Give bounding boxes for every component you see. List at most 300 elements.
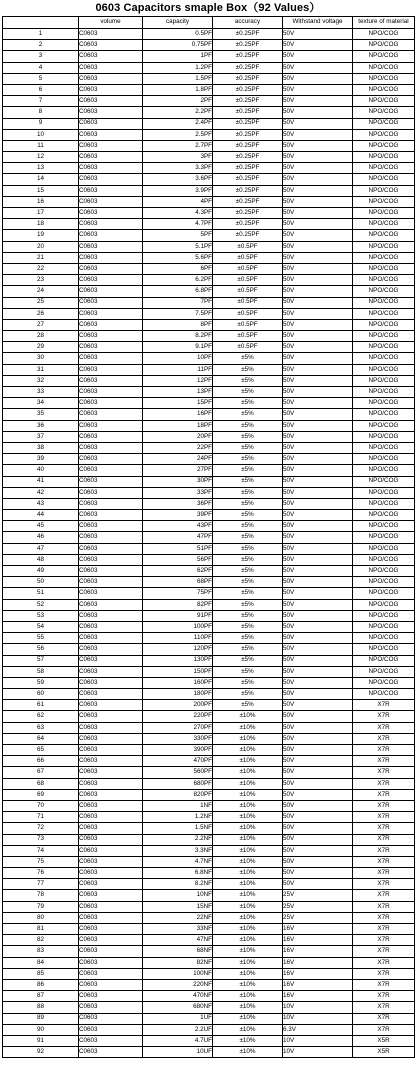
accuracy-cell: ±10% [213,767,283,778]
volume-cell: C0603 [79,409,143,420]
texture-cell: X7R [353,800,415,811]
capacity-cell: 0.75PF [143,40,213,51]
texture-cell: NPO/COG [353,364,415,375]
texture-cell: NPO/COG [353,308,415,319]
row-index: 4 [3,62,79,73]
table-row [3,633,415,644]
texture-cell: NPO/COG [353,185,415,196]
row-index: 49 [3,566,79,577]
accuracy-cell: ±0.5PF [213,241,283,252]
withstand-voltage-cell: 50V [283,29,353,40]
accuracy-cell: ±0.25PF [213,152,283,163]
withstand-voltage-cell: 50V [283,800,353,811]
accuracy-cell: ±10% [213,879,283,890]
row-index: 45 [3,521,79,532]
texture-cell: X7R [353,1024,415,1035]
capacity-cell: 82PF [143,599,213,610]
volume-cell: C0603 [79,431,143,442]
withstand-voltage-cell: 50V [283,521,353,532]
withstand-voltage-cell: 16V [283,968,353,979]
withstand-voltage-cell: 50V [283,442,353,453]
row-index: 24 [3,286,79,297]
capacity-cell: 120PF [143,644,213,655]
volume-cell: C0603 [79,398,143,409]
capacity-cell: 8.2PF [143,331,213,342]
withstand-voltage-cell: 50V [283,856,353,867]
table-row [3,1013,415,1024]
texture-cell: NPO/COG [353,342,415,353]
withstand-voltage-cell: 50V [283,185,353,196]
row-index: 26 [3,308,79,319]
table-row [3,29,415,40]
texture-cell: NPO/COG [353,442,415,453]
texture-cell: NPO/COG [353,62,415,73]
capacity-cell: 1.8PF [143,84,213,95]
table-row [3,174,415,185]
withstand-voltage-cell: 50V [283,319,353,330]
row-index: 73 [3,834,79,845]
volume-cell: C0603 [79,241,143,252]
withstand-voltage-cell: 50V [283,677,353,688]
withstand-voltage-cell: 50V [283,62,353,73]
accuracy-cell: ±0.25PF [213,84,283,95]
accuracy-cell: ±0.25PF [213,196,283,207]
volume-cell: C0603 [79,879,143,890]
volume-cell: C0603 [79,442,143,453]
capacity-cell: 680PF [143,778,213,789]
volume-cell: C0603 [79,498,143,509]
withstand-voltage-cell: 25V [283,901,353,912]
texture-cell: NPO/COG [353,599,415,610]
accuracy-cell: ±5% [213,689,283,700]
withstand-voltage-cell: 50V [283,196,353,207]
table-row [3,532,415,543]
accuracy-cell: ±5% [213,610,283,621]
capacity-cell: 68NF [143,946,213,957]
table-row [3,208,415,219]
row-index: 60 [3,689,79,700]
accuracy-cell: ±5% [213,666,283,677]
table-row [3,700,415,711]
row-index: 22 [3,263,79,274]
withstand-voltage-cell: 50V [283,655,353,666]
withstand-voltage-cell: 10V [283,1047,353,1058]
volume-cell: C0603 [79,912,143,923]
row-index: 76 [3,868,79,879]
row-index: 42 [3,487,79,498]
row-index: 13 [3,163,79,174]
table-row [3,196,415,207]
texture-cell: X7R [353,789,415,800]
accuracy-cell: ±10% [213,901,283,912]
accuracy-cell: ±10% [213,812,283,823]
row-index: 65 [3,745,79,756]
volume-cell: C0603 [79,812,143,823]
accuracy-cell: ±0.25PF [213,208,283,219]
texture-cell: NPO/COG [353,420,415,431]
volume-cell: C0603 [79,118,143,129]
accuracy-cell: ±0.5PF [213,319,283,330]
accuracy-cell: ±0.25PF [213,107,283,118]
capacity-cell: 110PF [143,633,213,644]
withstand-voltage-cell: 50V [283,577,353,588]
texture-cell: NPO/COG [353,476,415,487]
volume-cell: C0603 [79,789,143,800]
withstand-voltage-cell: 50V [283,498,353,509]
withstand-voltage-cell: 50V [283,375,353,386]
row-index: 63 [3,722,79,733]
texture-cell: X7R [353,845,415,856]
volume-cell: C0603 [79,62,143,73]
accuracy-cell: ±0.25PF [213,62,283,73]
table-row [3,152,415,163]
capacity-cell: 160PF [143,677,213,688]
capacity-cell: 12PF [143,375,213,386]
withstand-voltage-cell: 50V [283,364,353,375]
withstand-voltage-cell: 50V [283,353,353,364]
volume-cell: C0603 [79,454,143,465]
texture-cell: NPO/COG [353,409,415,420]
volume-cell: C0603 [79,856,143,867]
withstand-voltage-cell: 50V [283,241,353,252]
row-index: 64 [3,733,79,744]
table-row [3,275,415,286]
withstand-voltage-cell: 50V [283,689,353,700]
volume-cell: C0603 [79,756,143,767]
table-row [3,73,415,84]
accuracy-cell: ±0.25PF [213,174,283,185]
row-index: 6 [3,84,79,95]
table-row [3,331,415,342]
capacity-cell: 62PF [143,566,213,577]
accuracy-cell: ±0.5PF [213,342,283,353]
texture-cell: NPO/COG [353,498,415,509]
texture-cell: NPO/COG [353,510,415,521]
withstand-voltage-cell: 50V [283,40,353,51]
accuracy-cell: ±5% [213,375,283,386]
capacity-cell: 820PF [143,789,213,800]
volume-cell: C0603 [79,588,143,599]
accuracy-cell: ±10% [213,946,283,957]
withstand-voltage-cell: 50V [283,823,353,834]
volume-cell: C0603 [79,140,143,151]
volume-cell: C0603 [79,633,143,644]
accuracy-cell: ±0.5PF [213,263,283,274]
texture-cell: X7R [353,924,415,935]
capacity-cell: 13PF [143,387,213,398]
accuracy-cell: ±5% [213,655,283,666]
accuracy-cell: ±5% [213,442,283,453]
row-index: 44 [3,510,79,521]
row-index: 43 [3,498,79,509]
row-index: 80 [3,912,79,923]
withstand-voltage-cell: 50V [283,845,353,856]
accuracy-cell: ±5% [213,577,283,588]
capacity-cell: 270PF [143,722,213,733]
accuracy-cell: ±10% [213,800,283,811]
accuracy-cell: ±10% [213,856,283,867]
table-row [3,543,415,554]
page-title: 0603 Capacitors smaple Box（92 Values） [95,2,321,14]
capacity-cell: 2.2PF [143,107,213,118]
capacity-cell: 33NF [143,924,213,935]
table-row [3,498,415,509]
table-row [3,566,415,577]
row-index: 83 [3,946,79,957]
volume-cell: C0603 [79,342,143,353]
capacity-cell: 6PF [143,263,213,274]
row-index: 57 [3,655,79,666]
row-index: 75 [3,856,79,867]
accuracy-cell: ±5% [213,387,283,398]
volume-cell: C0603 [79,51,143,62]
row-index: 29 [3,342,79,353]
capacity-cell: 330PF [143,733,213,744]
table-row [3,409,415,420]
texture-cell: X7R [353,957,415,968]
withstand-voltage-cell: 50V [283,644,353,655]
texture-cell: NPO/COG [353,677,415,688]
table-row [3,230,415,241]
withstand-voltage-cell: 50V [283,84,353,95]
row-index: 37 [3,431,79,442]
accuracy-cell: ±5% [213,588,283,599]
accuracy-cell: ±10% [213,789,283,800]
texture-cell: NPO/COG [353,331,415,342]
table-row [3,767,415,778]
row-index: 41 [3,476,79,487]
texture-cell: NPO/COG [353,196,415,207]
texture-cell: NPO/COG [353,219,415,230]
table-row [3,845,415,856]
volume-cell: C0603 [79,711,143,722]
capacity-cell: 9.1PF [143,342,213,353]
table-row [3,946,415,957]
table-row [3,924,415,935]
volume-cell: C0603 [79,689,143,700]
table-row [3,263,415,274]
accuracy-cell: ±10% [213,823,283,834]
table-row [3,677,415,688]
row-index: 67 [3,767,79,778]
accuracy-cell: ±5% [213,476,283,487]
table-row [3,420,415,431]
table-row [3,554,415,565]
texture-cell: NPO/COG [353,487,415,498]
volume-cell: C0603 [79,163,143,174]
capacity-cell: 47PF [143,532,213,543]
volume-cell: C0603 [79,420,143,431]
accuracy-cell: ±10% [213,1024,283,1035]
volume-cell: C0603 [79,308,143,319]
volume-cell: C0603 [79,196,143,207]
row-index: 72 [3,823,79,834]
capacity-cell: 18PF [143,420,213,431]
table-row [3,856,415,867]
withstand-voltage-cell: 50V [283,118,353,129]
accuracy-cell: ±5% [213,364,283,375]
withstand-voltage-cell: 50V [283,666,353,677]
table-row [3,912,415,923]
withstand-voltage-cell: 50V [283,308,353,319]
withstand-voltage-cell: 50V [283,152,353,163]
capacity-cell: 1.5NF [143,823,213,834]
texture-cell: NPO/COG [353,532,415,543]
accuracy-cell: ±0.5PF [213,275,283,286]
row-index: 14 [3,174,79,185]
volume-cell: C0603 [79,129,143,140]
row-index: 28 [3,331,79,342]
accuracy-cell: ±0.5PF [213,252,283,263]
capacity-cell: 100NF [143,968,213,979]
texture-cell: NPO/COG [353,375,415,386]
volume-cell: C0603 [79,152,143,163]
accuracy-cell: ±5% [213,454,283,465]
capacity-cell: 4PF [143,196,213,207]
capacity-cell: 3.6PF [143,174,213,185]
volume-cell: C0603 [79,868,143,879]
withstand-voltage-cell: 50V [283,621,353,632]
volume-cell: C0603 [79,745,143,756]
table-row [3,118,415,129]
withstand-voltage-cell: 50V [283,73,353,84]
accuracy-cell: ±0.25PF [213,96,283,107]
capacity-cell: 220NF [143,979,213,990]
capacity-cell: 3.9PF [143,185,213,196]
texture-cell: NPO/COG [353,107,415,118]
table-row [3,577,415,588]
table-row [3,666,415,677]
volume-cell: C0603 [79,185,143,196]
volume-cell: C0603 [79,1013,143,1024]
texture-cell: NPO/COG [353,566,415,577]
accuracy-cell: ±5% [213,487,283,498]
volume-cell: C0603 [79,286,143,297]
accuracy-cell: ±5% [213,554,283,565]
capacity-cell: 8PF [143,319,213,330]
texture-cell: NPO/COG [353,577,415,588]
capacity-cell: 75PF [143,588,213,599]
column-header-capacity: capacity [143,17,213,29]
row-index: 71 [3,812,79,823]
table-body [3,29,415,1058]
capacity-cell: 47NF [143,935,213,946]
withstand-voltage-cell: 16V [283,924,353,935]
withstand-voltage-cell: 50V [283,219,353,230]
row-index: 62 [3,711,79,722]
capacity-cell: 2.2NF [143,834,213,845]
capacity-cell: 4.7NF [143,856,213,867]
volume-cell: C0603 [79,387,143,398]
table-row [3,241,415,252]
capacity-cell: 100PF [143,621,213,632]
volume-cell: C0603 [79,319,143,330]
capacity-cell: 3PF [143,152,213,163]
accuracy-cell: ±0.25PF [213,163,283,174]
table-row [3,711,415,722]
texture-cell: NPO/COG [353,73,415,84]
texture-cell: NPO/COG [353,275,415,286]
withstand-voltage-cell: 50V [283,879,353,890]
capacity-cell: 2PF [143,96,213,107]
texture-cell: X7R [353,733,415,744]
accuracy-cell: ±10% [213,979,283,990]
volume-cell: C0603 [79,1002,143,1013]
texture-cell: X7R [353,935,415,946]
texture-cell: NPO/COG [353,588,415,599]
capacity-cell: 10NF [143,890,213,901]
table-row [3,610,415,621]
withstand-voltage-cell: 50V [283,532,353,543]
texture-cell: X5R [353,1047,415,1058]
accuracy-cell: ±0.25PF [213,73,283,84]
accuracy-cell: ±0.25PF [213,29,283,40]
accuracy-cell: ±5% [213,677,283,688]
capacity-cell: 4.7UF [143,1035,213,1046]
texture-cell: X7R [353,991,415,1002]
capacity-cell: 68PF [143,577,213,588]
row-index: 88 [3,1002,79,1013]
row-index: 1 [3,29,79,40]
table-row [3,644,415,655]
row-index: 12 [3,152,79,163]
row-index: 50 [3,577,79,588]
volume-cell: C0603 [79,1047,143,1058]
withstand-voltage-cell: 50V [283,387,353,398]
table-row [3,342,415,353]
row-index: 23 [3,275,79,286]
texture-cell: NPO/COG [353,666,415,677]
withstand-voltage-cell: 50V [283,868,353,879]
texture-cell: X7R [353,1013,415,1024]
volume-cell: C0603 [79,353,143,364]
accuracy-cell: ±5% [213,353,283,364]
table-row [3,476,415,487]
capacity-cell: 0.5PF [143,29,213,40]
texture-cell: X7R [353,901,415,912]
accuracy-cell: ±10% [213,778,283,789]
withstand-voltage-cell: 50V [283,297,353,308]
capacity-cell: 180PF [143,689,213,700]
table-row [3,465,415,476]
table-row [3,319,415,330]
volume-cell: C0603 [79,297,143,308]
table-row [3,733,415,744]
texture-cell: X7R [353,756,415,767]
texture-cell: NPO/COG [353,521,415,532]
texture-cell: NPO/COG [353,431,415,442]
row-index: 89 [3,1013,79,1024]
table-row [3,185,415,196]
volume-cell: C0603 [79,375,143,386]
accuracy-cell: ±5% [213,498,283,509]
row-index: 79 [3,901,79,912]
capacity-cell: 1.5PF [143,73,213,84]
capacity-cell: 5PF [143,230,213,241]
accuracy-cell: ±10% [213,1047,283,1058]
table-row [3,353,415,364]
table-row [3,689,415,700]
texture-cell: X7R [353,700,415,711]
texture-cell: X7R [353,711,415,722]
row-index: 58 [3,666,79,677]
texture-cell: X7R [353,834,415,845]
row-index: 19 [3,230,79,241]
withstand-voltage-cell: 16V [283,979,353,990]
table-row [3,979,415,990]
volume-cell: C0603 [79,845,143,856]
table-row [3,510,415,521]
